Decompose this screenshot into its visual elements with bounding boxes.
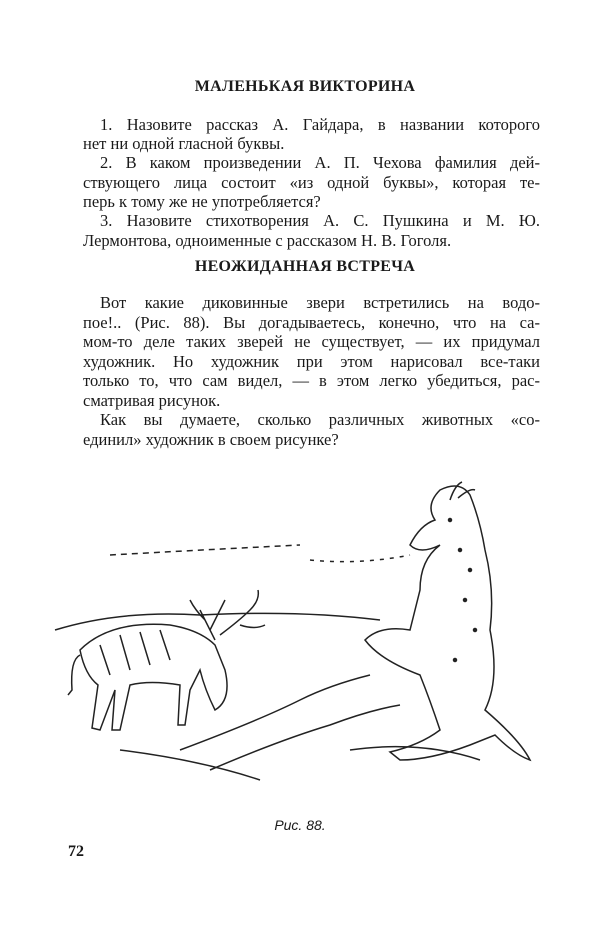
text-line: только то, что сам видел, — в этом легко убедиться, рас- <box>83 371 540 390</box>
text-line: художник. Но художник при этом нарисовал все-таки <box>83 352 540 371</box>
striped-deer-cat-creature <box>68 590 265 730</box>
dinosaur-giraffe-boar-creature <box>365 482 530 760</box>
text-line: Вот какие диковинные звери встретились на водо- <box>100 293 540 312</box>
section-title-quiz: МАЛЕНЬКАЯ ВИКТОРИНА <box>194 78 416 95</box>
text-line: 3. Назовите стихотворения А. С. Пушкина и М. Ю. <box>100 211 540 230</box>
section-title-meeting: НЕОЖИДАННАЯ ВСТРЕЧА <box>194 258 416 275</box>
page-number: 72 <box>68 843 84 860</box>
text-line: пое!.. (Рис. 88). Вы догадываетесь, конечно, что на са- <box>83 313 540 332</box>
figure-caption: Рис. 88. <box>274 817 326 833</box>
text-line: мом-то деле таких зверей не существует, — их придумал <box>83 332 540 351</box>
text-line: перь к тому же не употребляется? <box>83 192 321 211</box>
illustration-fantastic-animals <box>0 460 600 810</box>
text-line: 1. Назовите рассказ А. Гайдара, в названии которого <box>100 115 540 134</box>
text-line: единил» художник в своем рисунке? <box>83 430 339 449</box>
text-line: Лермонтова, одноименные с рассказом Н. В. Гоголя. <box>83 231 452 250</box>
text-line: нет ни одной гласной буквы. <box>83 134 285 153</box>
text-line: ствующего лица состоит «из одной буквы», которая те- <box>83 173 540 192</box>
text-line: сматривая рисунок. <box>83 391 221 410</box>
text-line: 2. В каком произведении А. П. Чехова фамилия дей- <box>100 153 540 172</box>
text-line: Как вы думаете, сколько различных животных «со- <box>100 410 540 429</box>
